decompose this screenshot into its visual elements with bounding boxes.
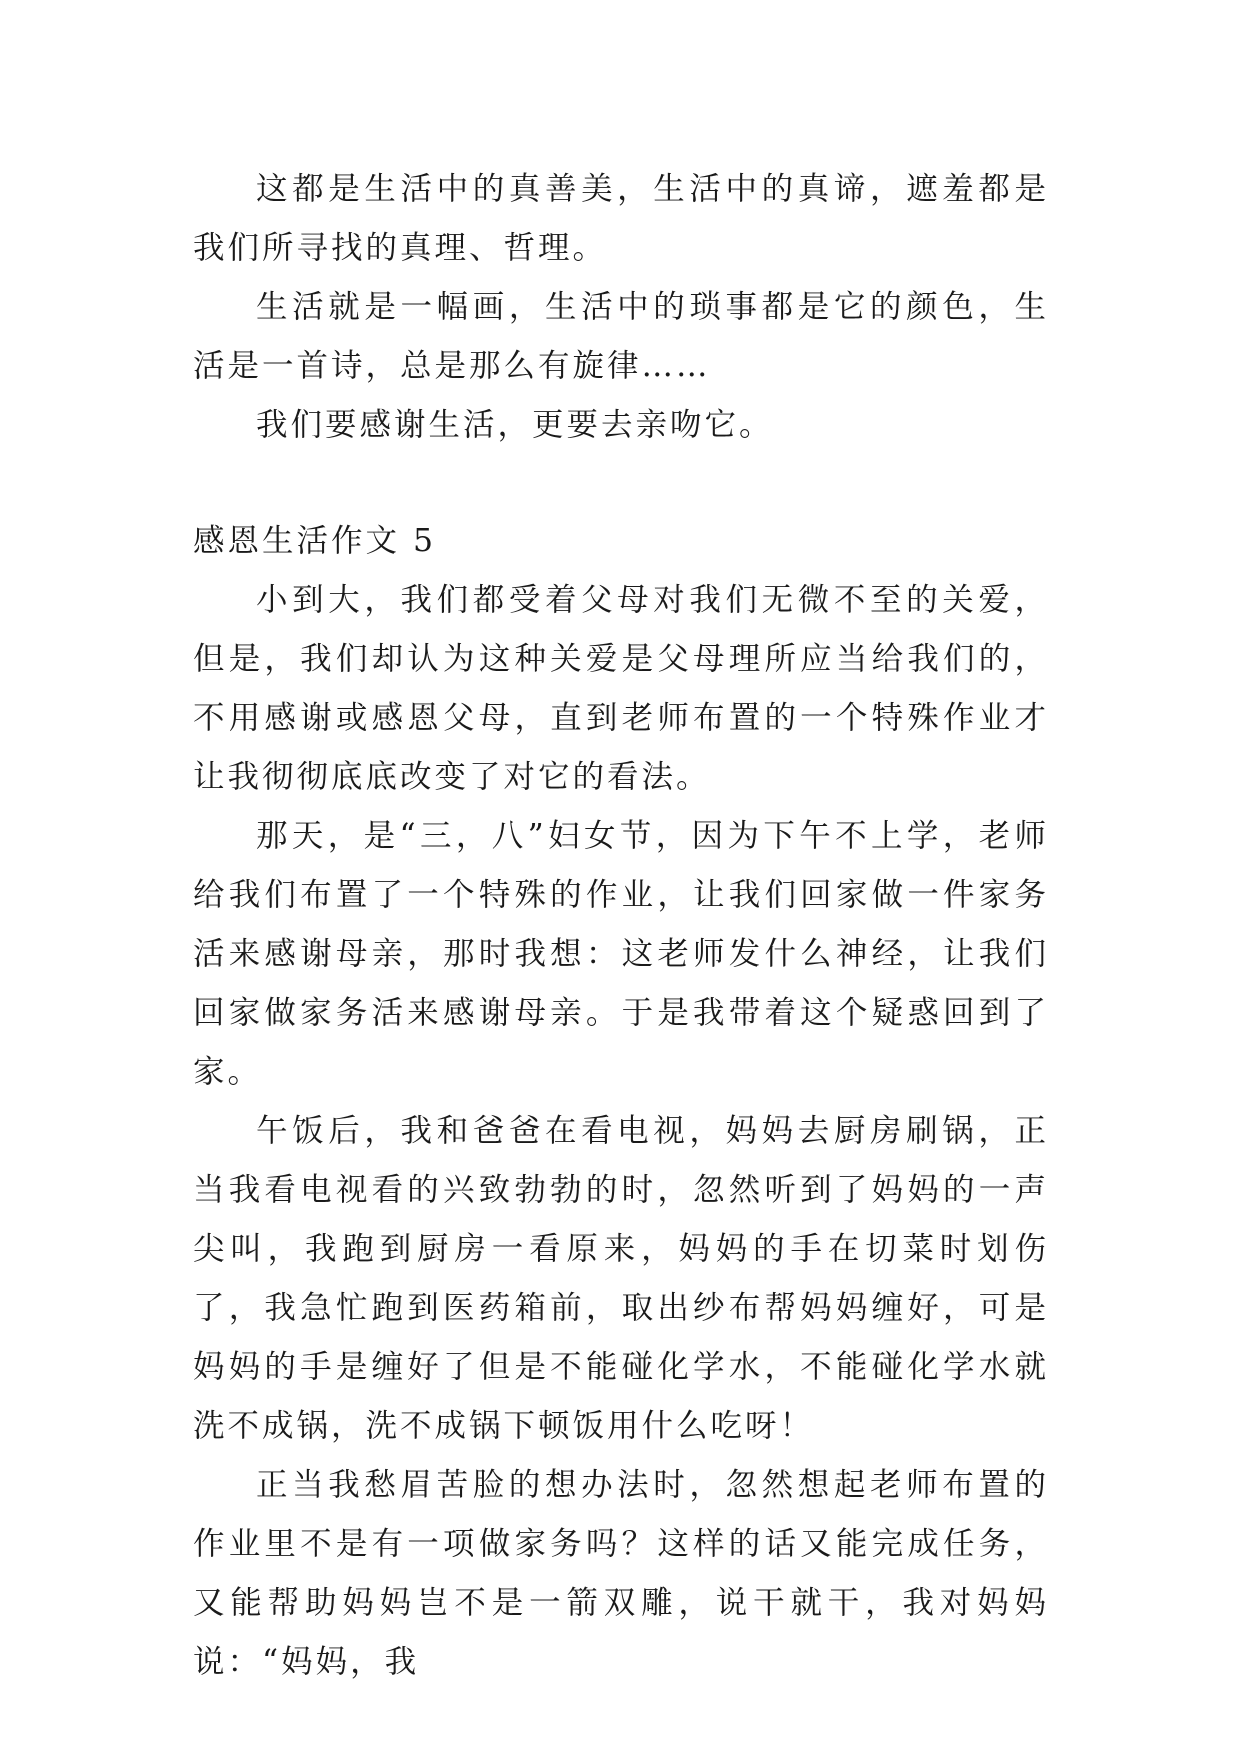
paragraph: 正当我愁眉苦脸的想办法时，忽然想起老师布置的作业里不是有一项做家务吗？这样的话又能完成任务，又能帮助妈妈岂不是一箭双雕，说干就干，我对妈妈说：“妈妈，我 [193,1467,1049,1680]
section-heading: 感恩生活作文 5 [193,523,437,559]
paragraph: 那天，是“三，八”妇女节，因为下午不上学，老师给我们布置了一个特殊的作业，让我们回家做一件家务活来感谢母亲，那时我想：这老师发什么神经，让我们回家做家务活来感谢母亲。于是我带着这个疑惑回到了家。 [193,818,1049,1090]
paragraph: 这都是生活中的真善美，生活中的真谛，遮羞都是我们所寻找的真理、哲理。 [193,171,1049,266]
paragraph: 生活就是一幅画，生活中的琐事都是它的颜色，生活是一首诗，总是那么有旋律…… [193,289,1049,384]
paragraph: 午饭后，我和爸爸在看电视，妈妈去厨房刷锅，正当我看电视看的兴致勃勃的时，忽然听到了妈妈的一声尖叫，我跑到厨房一看原来，妈妈的手在切菜时划伤了，我急忙跑到医药箱前，取出纱布帮妈妈缠好，可是妈妈的手是缠好了但是不能碰化学水，不能碰化学水就洗不成锅，洗不成锅下顿饭用什么吃呀！ [193,1113,1049,1444]
document-page [193,160,1049,1692]
paragraph: 小到大，我们都受着父母对我们无微不至的关爱，但是，我们却认为这种关爱是父母理所应当给我们的，不用感谢或感恩父母，直到老师布置的一个特殊作业才让我彻彻底底改变了对它的看法。 [193,582,1049,795]
paragraph: 我们要感谢生活，更要去亲吻它。 [256,407,774,443]
